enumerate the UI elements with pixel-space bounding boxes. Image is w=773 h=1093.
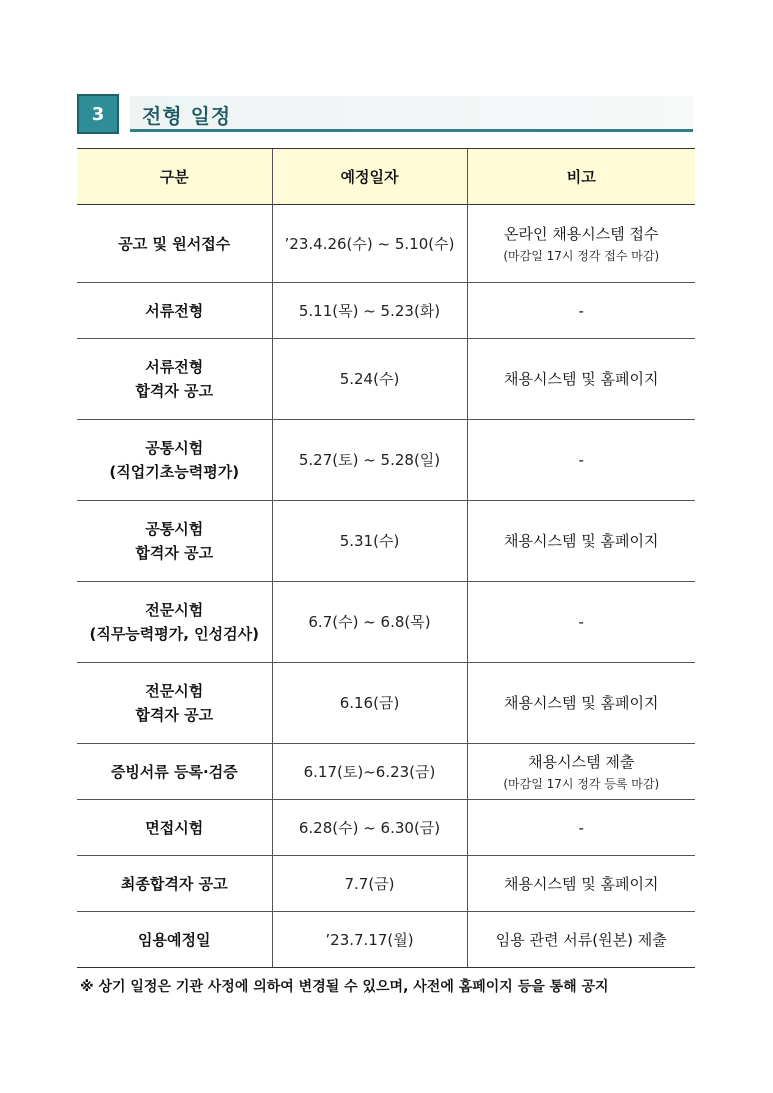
cell-date: 5.11(목) ~ 5.23(화) (272, 283, 467, 339)
cell-category (77, 582, 272, 663)
table-row (77, 582, 695, 663)
cell-category (77, 420, 272, 501)
schedule-table (77, 148, 695, 968)
table-row (77, 856, 695, 912)
category-line: 합격자 공고 (135, 382, 214, 400)
cell-remark (467, 856, 695, 912)
cell-remark (467, 283, 695, 339)
remark-text: 채용시스템 및 홈페이지 (504, 370, 659, 388)
table-row (77, 339, 695, 420)
cell-category (77, 663, 272, 744)
category-line: 서류전형 (145, 301, 204, 320)
cell-remark (467, 205, 695, 283)
table-row (77, 501, 695, 582)
remark-subtext: (마감일 17시 정각 등록 마감) (503, 776, 660, 791)
cell-category (77, 501, 272, 582)
table-header-row (77, 149, 695, 205)
cell-category (77, 283, 272, 339)
section-title: 전형 일정 (142, 104, 232, 128)
schedule-table-body (77, 205, 695, 968)
category-line: (직무능력평가, 인성검사) (89, 625, 260, 643)
category-line: 최종합격자 공고 (120, 874, 228, 893)
cell-remark (467, 663, 695, 744)
category-line: 합격자 공고 (135, 706, 214, 724)
remark-text: - (578, 451, 584, 469)
section-title-bar (130, 96, 693, 132)
cell-date: ’23.7.17(월) (272, 912, 467, 968)
cell-category (77, 912, 272, 968)
cell-remark (467, 420, 695, 501)
category-line: 공통시험 (145, 439, 204, 457)
header-category: 구분 (77, 149, 272, 205)
cell-category (77, 744, 272, 800)
cell-date: 5.27(토) ~ 5.28(일) (272, 420, 467, 501)
remark-text: 채용시스템 및 홈페이지 (504, 874, 659, 893)
section-header (77, 94, 693, 134)
header-date: 예정일자 (272, 149, 467, 205)
cell-date: 6.17(토)~6.23(금) (272, 744, 467, 800)
cell-date: 6.7(수) ~ 6.8(목) (272, 582, 467, 663)
header-remark: 비고 (467, 149, 695, 205)
cell-date: 6.28(수) ~ 6.30(금) (272, 800, 467, 856)
remark-text: 채용시스템 및 홈페이지 (504, 532, 659, 550)
remark-text: 채용시스템 및 홈페이지 (504, 694, 659, 712)
remark-subtext: (마감일 17시 정각 접수 마감) (503, 248, 660, 263)
table-row (77, 800, 695, 856)
cell-remark (467, 582, 695, 663)
category-line: 합격자 공고 (135, 544, 214, 562)
cell-date: 7.7(금) (272, 856, 467, 912)
category-line: 전문시험 (145, 682, 204, 700)
category-line: 면접시험 (145, 818, 204, 837)
table-row (77, 912, 695, 968)
cell-category (77, 856, 272, 912)
category-line: 증빙서류 등록·검증 (110, 762, 238, 781)
cell-remark (467, 339, 695, 420)
cell-remark (467, 912, 695, 968)
remark-text: 온라인 채용시스템 접수 (504, 224, 659, 243)
category-line: 서류전형 (145, 358, 204, 376)
category-line: 공통시험 (145, 520, 204, 538)
cell-category (77, 205, 272, 283)
table-row (77, 663, 695, 744)
table-row (77, 283, 695, 339)
cell-category (77, 800, 272, 856)
cell-category (77, 339, 272, 420)
section-number-badge: 3 (77, 94, 119, 134)
category-line: 공고 및 원서접수 (118, 234, 231, 253)
remark-text: - (578, 301, 584, 320)
category-line: 임용예정일 (138, 930, 211, 949)
remark-text: 채용시스템 제출 (528, 752, 635, 771)
remark-text: - (578, 818, 584, 837)
cell-date: 5.31(수) (272, 501, 467, 582)
remark-text: - (578, 613, 584, 631)
cell-remark (467, 744, 695, 800)
remark-text: 임용 관련 서류(원본) 제출 (495, 930, 667, 949)
cell-date: ’23.4.26(수) ~ 5.10(수) (272, 205, 467, 283)
category-line: 전문시험 (145, 601, 204, 619)
table-row (77, 420, 695, 501)
cell-date: 6.16(금) (272, 663, 467, 744)
cell-remark (467, 800, 695, 856)
table-row (77, 205, 695, 283)
cell-remark (467, 501, 695, 582)
table-row (77, 744, 695, 800)
category-line: (직업기초능력평가) (109, 463, 240, 481)
cell-date: 5.24(수) (272, 339, 467, 420)
footnote: ※ 상기 일정은 기관 사정에 의하여 변경될 수 있으며, 사전에 홈페이지 등을 통해 공지 (80, 979, 609, 995)
